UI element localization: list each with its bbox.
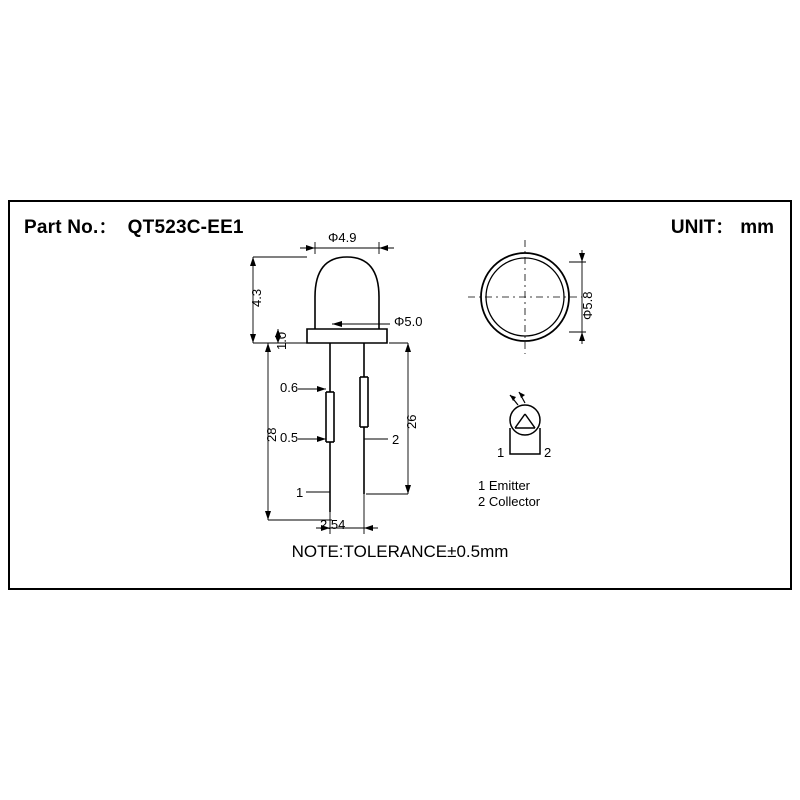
arrow-top-right [379, 245, 388, 251]
arrow-phi58-top [579, 253, 585, 262]
schematic-leads [510, 435, 540, 454]
schematic-legend-collector: 2 Collector [478, 494, 541, 509]
arrow-28-top [265, 343, 271, 352]
dim-gap-upper-label: 0.6 [280, 380, 299, 395]
dim-body-diameter-label: Φ5.0 [394, 314, 423, 329]
dim-lead-total-label: 28 [264, 427, 279, 442]
arrowhead-light-1 [510, 395, 516, 401]
arrow-43-top [250, 257, 256, 266]
arrowhead-light-2 [519, 392, 525, 398]
schematic-emitter-slant [525, 414, 535, 428]
pin2-number-label: 2 [392, 432, 400, 447]
arrow-26-top [405, 343, 411, 352]
arrow-phi5 [332, 321, 342, 327]
schematic-pin2-label: 2 [544, 445, 552, 460]
dim-pitch-label: 2.54 [320, 517, 346, 532]
schematic-pin1-label: 1 [497, 445, 505, 460]
arrow-06 [317, 386, 326, 392]
drawing-frame [8, 200, 792, 590]
dim-body-height-label: 4.3 [249, 288, 264, 307]
arrow-26-bottom [405, 485, 411, 494]
tolerance-note: NOTE:TOLERANCE±0.5mm [291, 542, 509, 561]
schematic-legend-emitter: 1 Emitter [478, 478, 531, 493]
pin1-number-label: 1 [296, 485, 304, 500]
unit-label: UNIT： [670, 217, 735, 238]
dim-lead-short-label: 26 [404, 414, 419, 429]
arrow-top-left [306, 245, 315, 251]
arrow-28-bottom [265, 511, 271, 520]
unit-block [671, 212, 774, 239]
mechanical-drawing [10, 202, 794, 588]
arrow-05 [317, 436, 326, 442]
dim-gap-lower-label: 0.5 [280, 430, 299, 445]
arrow-43-bottom [250, 334, 256, 343]
arrow-phi58-bottom [579, 332, 585, 341]
arrow-pitch-right [364, 525, 373, 531]
part-number-label: Part No.： [24, 217, 118, 238]
schematic-device-circle [510, 405, 540, 435]
dim-flange-height-label: 1.0 [274, 331, 289, 350]
dim-circle-diameter-label: Φ5.8 [580, 291, 595, 320]
led-flange [307, 329, 387, 343]
unit-value: mm [740, 217, 774, 238]
part-number-block [24, 212, 244, 239]
led-dome [315, 257, 379, 297]
dim-top-diameter-label: Φ4.9 [328, 230, 357, 245]
schematic-collector-slant [515, 414, 525, 428]
part-number-value: QT523C-EE1 [127, 217, 244, 238]
